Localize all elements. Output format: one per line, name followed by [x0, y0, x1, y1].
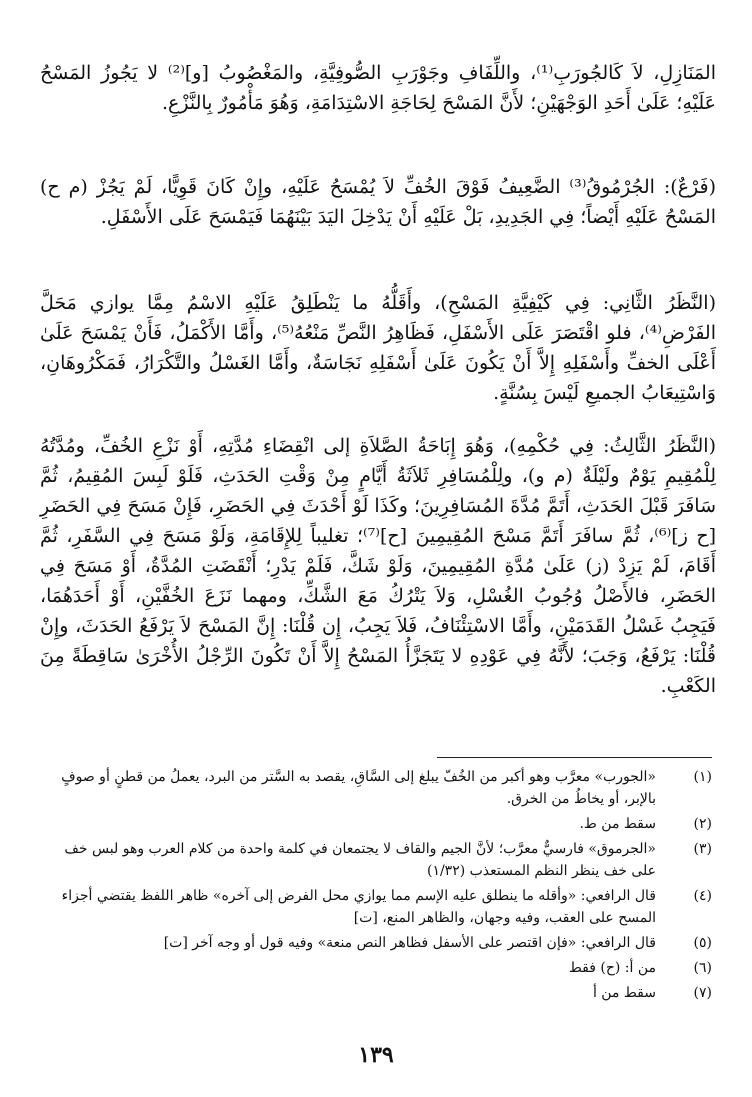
footnote-number: (٥) [693, 935, 712, 951]
footnote-text: قال الرافعي: «فإن اقتصر على الأسفل فظاهر النص منعة» وفيه قول أو وجه آخر [ت] [163, 935, 656, 951]
footnote-text: «الجورب» معرَّب وهو أكبر من الخُفّ يبلغ إلى السَّاقِ، يقصد به السَّتر من البرد، يعملُ من قطنٍ أو صوفٍ بالإبر، أو يخاطُ من الخرق. [61, 769, 656, 807]
footnote-separator [437, 757, 712, 758]
footnote-text: قال الرافعي: «وأقله ما ينطلق عليه الإسم مما يوازي محل الفرض إلى آخره» ظاهر اللفظ يقتضي أجزاء المسح على العقب، وفيه وجهان، والظاهر المنع، [ت] [61, 888, 656, 926]
footnote-number: (٣) [693, 841, 712, 857]
footnote-6 [40, 957, 712, 979]
footnote-text: سقط من ط. [579, 816, 656, 832]
paragraph-text: المَنَازِلِ، لاَ كَالجُورَبِ⁽¹⁾، واللِّفَافِ وجَوْرَبِ الصُّوفِيَّةِ، والمَغْصُوبُ [و]⁽²⁾ لا يَجُوزُ المَسْحُ عَلَيْهِ؛ عَلَىٰ أَحَدِ الوَجْهَيْنِ؛ لأَنَّ المَسْحَ لِحَاجَةِ الاسْتِدَامَةِ، وَهُوَ مَأْمُورٌ بِالنَّزْعِ. [40, 62, 716, 114]
footnote-number: (٦) [693, 960, 712, 976]
footnote-number: (٤) [693, 888, 712, 904]
paragraph-text: (فَرْعٌ): الجُرْمُوقُ⁽³⁾ الضَّعِيفُ فَوْقَ الخُفِّ لاَ يُمْسَحُ عَلَيْهِ، وإِنْ كَانَ قَوِيًّا، لَمْ يَجُزْ (م ح) المَسْحُ عَلَيْهِ أَيْضاً؛ فِي الجَدِيدِ، بَلْ عَلَيْهِ أَنْ يَدْخِلَ اليَدَ بَيْنَهُمَا فَيَمْسَحَ عَلَى الأَسْفَلِ. [40, 176, 717, 228]
body-paragraph-2 [40, 172, 716, 232]
page-number: ١٣٩ [358, 1042, 394, 1068]
footnote-5 [40, 932, 712, 954]
footnote-2 [40, 813, 712, 835]
footnote-text: «الجرموق» فارسيٌّ معرَّب؛ لأنَّ الجيم والقاف لا يجتمعان في كلمة واحدة من كلام العرب وهو لبس خف على خف ينظر النظم المستعذب (١/٣٢) [64, 841, 656, 879]
footnote-text: سقط من أ [592, 985, 656, 1001]
footnote-number: (٧) [693, 985, 712, 1001]
footnote-1 [40, 766, 712, 810]
body-paragraph-3 [40, 288, 716, 408]
footnote-3 [40, 838, 712, 882]
footnote-text: من أ: (ح) فقط [568, 960, 656, 976]
paragraph-text: (النَّظَرُ الثَّالِثُ: فِي حُكْمِهِ)، وَهُوَ إِبَاحَةُ الصَّلاَةِ إلى انْقِضَاءِ مُدَّتِهِ، أَوْ نَزْعِ الخُفِّ، ومُدَّتُهُ لِلْمُقِيمِ يَوْمٌ ولَيْلَةٌ (م و)، ولِلْمُسَافِرِ ثَلاَثَةُ أَيَّامٍ مِنْ وَقْتِ الحَدَثِ، فَلَوْ لَبِسَ المُقِيمُ، ثُمَّ سَافَرَ قَبْلَ الحَدَثِ، أَتَمَّ مُدَّةَ المُسَافِرِينَ؛ وكَذَا لَوْ أَحْدَثَ فِي الحَضَرِ، فَإِنْ مَسَحَ فِي الحَضَرِ [ح ز]⁽⁶⁾، ثُمَّ سافَرَ أَتَمَّ مَسْحَ المُقِيمِينَ [ح]⁽⁷⁾؛ تغليباً لِلإِقَامَةِ، وَلَوْ مَسَحَ فِي السَّفَرِ، ثُمَّ أَقَامَ، لَمْ يَزِدْ (ز) عَلَىٰ مُدَّةِ المُقِيمِينَ، وَلَوْ شَكَّ، فَلَمْ يَدْرِ؛ أَنْقَضَتِ المُدَّةُ، أَوْ مَسَحَ فِي الحَضَرِ، فالأَصْلُ وُجُوبُ الغُسْلِ، وَلاَ يَتْرُكُ مَعَ الشَّكِّ، ومهما نَزَعَ الخُفَّيْنِ، أَوْ أَحَدَهُمَا، فَيَجِبُ غَسْلُ القَدَمَيْنِ، وأَمَّا الاسْتِئْنَافُ، فَلاَ يَجِبُ، إِن قُلْنَا: إِنَّ المَسْحَ لاَ يَرْفَعُ الحَدَثَ، وإِنْ قُلْنَا: يَرْفَعُ، وَجَبَ؛ لأَنَّهُ فِي عَوْدِهِ لا يَتَجَزَّأُ المَسْحُ إِلاَّ أَنْ تَكُونَ الرِّجْلُ الأُخْرَىٰ سَاقِطَةً مِنَ الكَعْبِ. [40, 435, 716, 697]
footnote-4 [40, 885, 712, 929]
footnote-7 [40, 982, 712, 1004]
body-paragraph-4 [40, 431, 716, 701]
footnote-number: (٢) [693, 816, 712, 832]
footnotes [40, 766, 712, 1007]
paragraph-text: (النَّظَرُ الثَّانِي: فِي كَيْفِيَّةِ المَسْحِ)، وأَقَلُّهُ ما يَنْطَلِقُ عَلَيْهِ الاسْمُ مِمَّا يوازي مَحَلَّ الفَرْضِ⁽⁴⁾، فلو اقْتَصَرَ عَلَى الأَسْفَلِ، فَظَاهِرُ النَّصِّ مَنْعُهُ⁽⁵⁾، وأَمَّا الأَكْمَلُ، فَأَنْ يَمْسَحَ عَلَىٰ أَعْلَى الخفِّ وأَسْفَلِهِ إِلاَّ أَنْ يَكُونَ عَلَىٰ أَسْفَلِهِ نَجَاسَةٌ، وأَمَّا الغَسْلُ والتَّكْرَارُ، فَمَكْرُوهَانِ، وَاسْتِيعَابُ الجميعِ لَيْسَ بِسُنَّةٍ. [40, 292, 717, 404]
body-paragraph-1 [40, 58, 716, 118]
footnote-number: (١) [693, 769, 712, 785]
